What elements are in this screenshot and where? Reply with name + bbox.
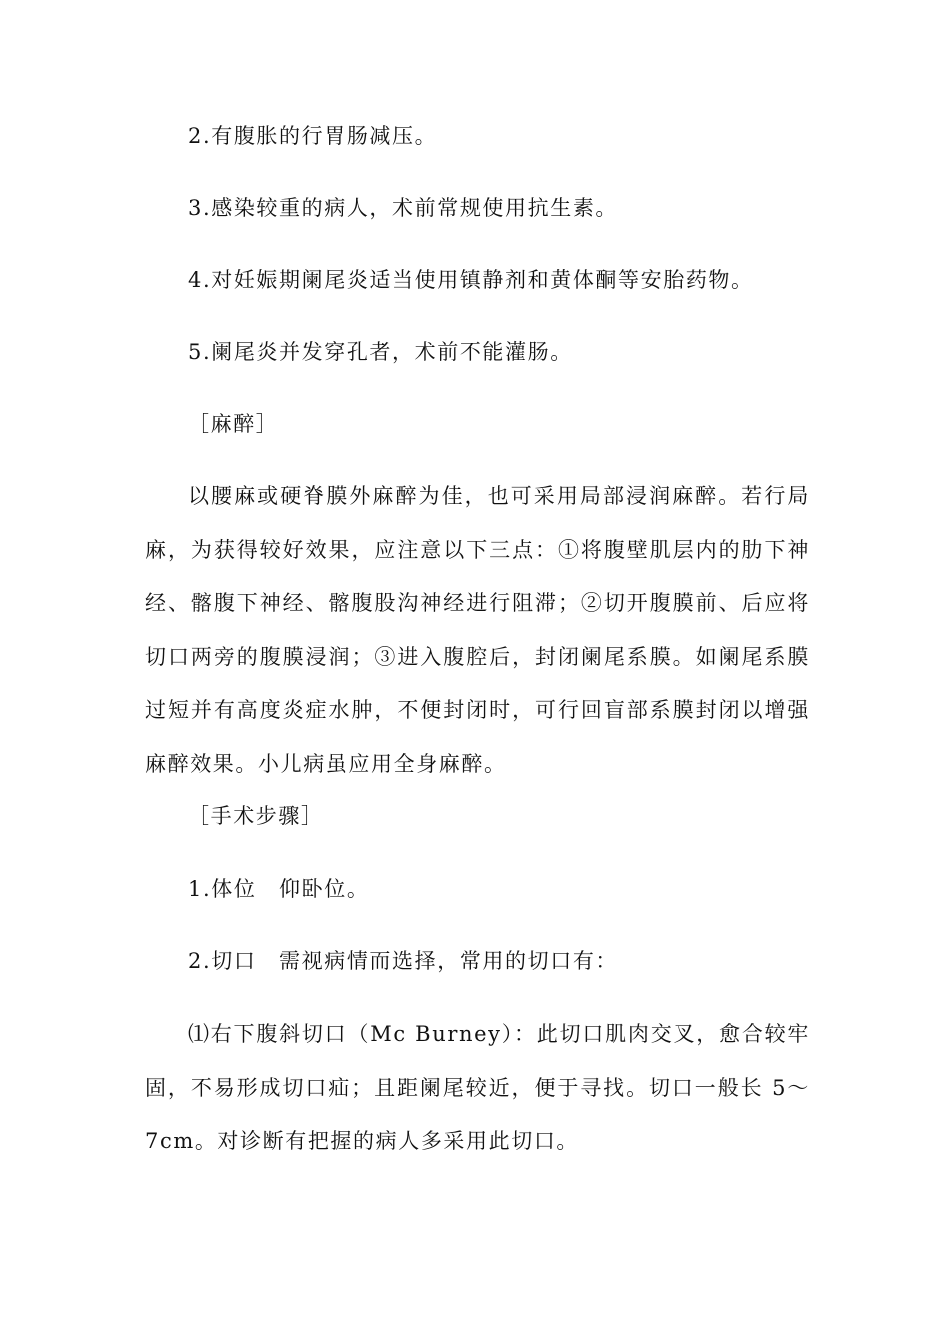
pre-op-item-4: 4.对妊娠期阑尾炎适当使用镇静剂和黄体酮等安胎药物。 [188, 268, 754, 292]
step-2-incision: 2.切口 需视病情而选择，常用的切口有： [188, 949, 619, 973]
anesthesia-heading: ［麻醉］ [188, 412, 279, 436]
anesthesia-paragraph: 以腰麻或硬脊膜外麻醉为佳，也可采用局部浸润麻醉。若行局麻，为获得较好效果，应注意以下三点：①将腹壁肌层内的肋下神经、髂腹下神经、髂腹股沟神经进行阻滞；②切开腹膜前、后应将切口两旁的腹膜浸润；③进入腹腔后，封闭阑尾系膜。如阑尾系膜过短并有高度炎症水肿，不便封闭时，可行回盲部系膜封闭以增强麻醉效果。小儿病虽应用全身麻醉。 [145, 484, 810, 776]
steps-heading: ［手术步骤］ [188, 804, 324, 828]
incision-paragraph: ⑴右下腹斜切口（Mc Burney）：此切口肌肉交叉，愈合较牢固，不易形成切口疝；且距阑尾较近，便于寻找。切口一般长 5～7cm。对诊断有把握的病人多采用此切口。 [145, 1022, 810, 1153]
pre-op-item-3: 3.感染较重的病人，术前常规使用抗生素。 [188, 196, 619, 220]
step-1-position: 1.体位 仰卧位。 [188, 877, 370, 901]
pre-op-item-5: 5.阑尾炎并发穿孔者，术前不能灌肠。 [188, 340, 573, 364]
pre-op-item-2: 2.有腹胀的行胃肠减压。 [188, 124, 438, 148]
